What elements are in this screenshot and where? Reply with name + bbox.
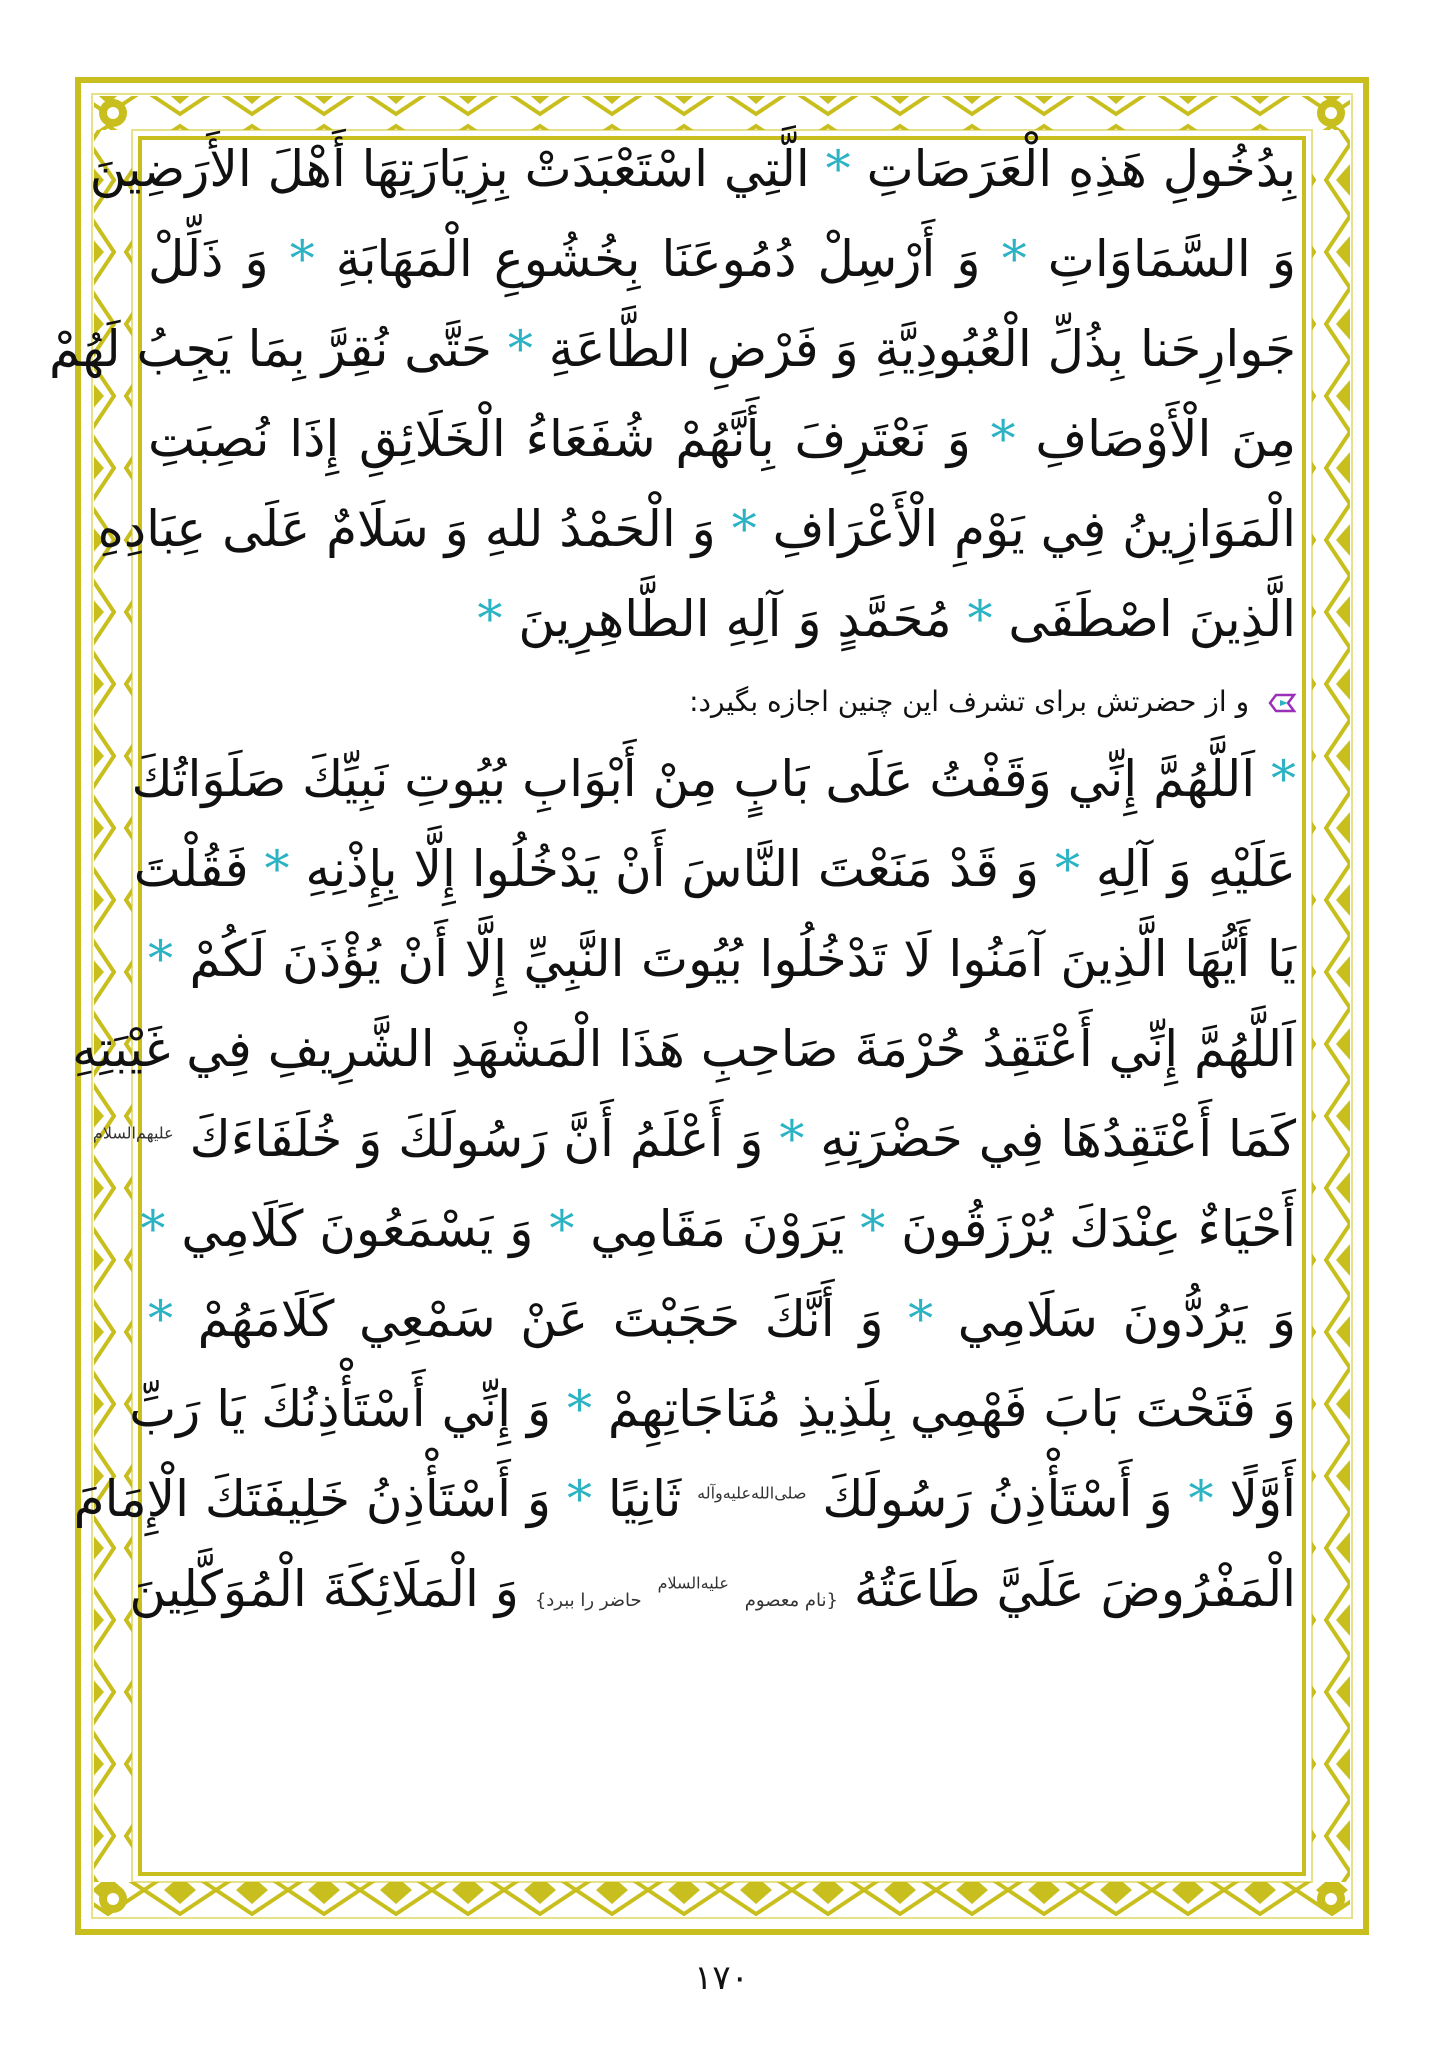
star-separator: * xyxy=(1001,230,1027,288)
star-separator: * xyxy=(549,1200,575,1258)
text-segment: وَ أَعْلَمُ أَنَّ رَسُولَكَ وَ خُلَفَاءَكَ xyxy=(189,1110,764,1168)
text-segment: وَ إِنِّي أَسْتَأْذِنُكَ يَا رَبِّ xyxy=(129,1380,552,1438)
block2-line-8 xyxy=(129,1380,1296,1438)
text-segment: وَ ذَلِّلْ xyxy=(148,230,269,288)
star-separator: * xyxy=(967,590,993,648)
star-separator: * xyxy=(779,1110,805,1168)
star-separator: * xyxy=(860,1200,886,1258)
block2-line-10 xyxy=(129,1560,1296,1618)
text-segment: أَوَّلًا xyxy=(1229,1470,1296,1528)
pen-marker-icon xyxy=(1266,691,1296,715)
text-segment: جَوارِحَنا بِذُلِّ الْعُبُودِيَّةِ وَ فَرْضِ الطَّاعَةِ xyxy=(548,320,1296,378)
star-separator: * xyxy=(148,930,173,988)
block2-line-4 xyxy=(72,1020,1296,1078)
text-segment: بِدُخُولِ هَذِهِ الْعَرَصَاتِ xyxy=(866,140,1296,198)
text-segment: وَ أَسْتَأْذِنُ رَسُولَكَ xyxy=(822,1470,1173,1528)
text-segment: يَرَوْنَ مَقَامِي xyxy=(590,1200,845,1258)
text-area xyxy=(49,140,1296,1930)
block1-line-6 xyxy=(148,590,1296,648)
page-number: ١٧٠ xyxy=(694,1958,749,1998)
block2-line-7 xyxy=(148,1290,1296,1348)
text-segment: وَ أَرْسِلْ دُمُوعَنَا بِخُشُوعِ الْمَهَابَةِ xyxy=(335,230,981,288)
text-segment: وَ يَسْمَعُونَ كَلَامِي xyxy=(181,1200,534,1258)
text-segment: يَا أَيُّهَا الَّذِينَ آمَنُوا لَا تَدْخُلُوا بُيُوتَ النَّبِيِّ إِلَّا أَنْ يُؤْذَنَ لَكُمْ xyxy=(189,930,1296,988)
block1-line-1 xyxy=(89,140,1296,198)
text-segment: الْمَفْرُوضَ عَلَيَّ طَاعَتُهُ xyxy=(853,1560,1296,1618)
star-separator: * xyxy=(825,140,851,198)
text-segment: كَمَا أَعْتَقِدُهَا فِي حَضْرَتِهِ xyxy=(820,1110,1296,1168)
text-segment: فَقُلْتَ xyxy=(133,840,249,898)
star-separator: * xyxy=(289,230,315,288)
editorial-note: حاضر را ببرد} xyxy=(534,1590,642,1611)
star-separator: * xyxy=(507,320,533,378)
star-separator: * xyxy=(477,590,503,648)
text-segment: مُحَمَّدٍ وَ آلِهِ الطَّاهِرِينَ xyxy=(518,590,952,648)
instruction-text: و از حضرتش برای تشرف این چنین اجازه بگیرد: xyxy=(689,685,1250,718)
text-segment: الَّتِي اسْتَعْبَدَتْ بِزِيَارَتِهَا أَهْلَ الأَرَضِينَ xyxy=(89,140,810,198)
instruction-line xyxy=(689,685,1296,718)
star-separator: * xyxy=(731,500,757,558)
star-separator: * xyxy=(567,1380,592,1438)
text-segment: اَللَّهُمَّ إِنِّي أَعْتَقِدُ حُرْمَةَ صَاحِبِ هَذَا الْمَشْهَدِ الشَّرِيفِ فِي غَيْبَتِهِ xyxy=(72,1020,1296,1078)
text-segment: حَتَّى نُقِرَّ بِمَا يَجِبُ لَهُمْ xyxy=(49,320,492,378)
block2-line-6 xyxy=(140,1200,1296,1258)
star-separator: * xyxy=(1271,750,1296,808)
block2-line-2 xyxy=(133,840,1296,898)
block1-line-5 xyxy=(97,500,1296,558)
block1-line-4 xyxy=(148,410,1296,468)
star-separator: * xyxy=(1054,840,1080,898)
text-segment: وَ الْمَلَائِكَةَ الْمُوَكَّلِينَ xyxy=(129,1560,519,1618)
text-segment: اَللَّهُمَّ إِنِّي وَقَفْتُ عَلَى بَابٍ مِنْ أَبْوَابِ بُيُوتِ نَبِيِّكَ صَلَوَاتُكَ xyxy=(131,750,1256,808)
block2-line-1 xyxy=(131,750,1296,808)
honorific-mark: عليه‌السلام xyxy=(657,1573,729,1593)
star-separator: * xyxy=(990,410,1016,468)
star-separator: * xyxy=(140,1200,166,1258)
block1-line-3 xyxy=(49,320,1296,378)
star-separator: * xyxy=(148,1290,173,1348)
honorific-mark: صلی‌الله‌علیه‌وآله xyxy=(697,1483,807,1503)
text-segment: الَّذِينَ اصْطَفَى xyxy=(1008,590,1296,648)
star-separator: * xyxy=(566,1470,592,1528)
text-segment: عَلَيْهِ وَ آلِهِ xyxy=(1095,840,1296,898)
text-segment: ثَانِيًا xyxy=(607,1470,682,1528)
block1-line-2 xyxy=(148,230,1296,288)
text-segment: وَ السَّمَاوَاتِ xyxy=(1047,230,1296,288)
text-segment: الْمَوَازِينُ فِي يَوْمِ الْأَعْرَافِ xyxy=(772,500,1296,558)
text-segment: وَ الْحَمْدُ للهِ وَ سَلَامٌ عَلَى عِبَادِهِ xyxy=(97,500,716,558)
star-separator: * xyxy=(264,840,290,898)
star-separator: * xyxy=(908,1290,934,1348)
text-segment: أَحْيَاءٌ عِنْدَكَ يُرْزَقُونَ xyxy=(901,1200,1296,1258)
editorial-note: {نام معصوم xyxy=(744,1590,838,1611)
block2-line-5 xyxy=(92,1110,1296,1168)
text-segment: وَ فَتَحْتَ بَابَ فَهْمِي بِلَذِيذِ مُنَاجَاتِهِمْ xyxy=(607,1380,1296,1438)
text-segment: وَ أَنَّكَ حَجَبْتَ عَنْ سَمْعِي كَلَامَهُمْ xyxy=(197,1290,884,1348)
block2-line-9 xyxy=(73,1470,1296,1528)
star-separator: * xyxy=(1188,1470,1214,1528)
text-segment: وَ نَعْتَرِفَ بِأَنَّهُمْ شُفَعَاءُ الْخَلَائِقِ إِذَا نُصِبَتِ xyxy=(148,410,971,468)
block2-line-3 xyxy=(148,930,1296,988)
text-segment: وَ أَسْتَأْذِنُ خَلِيفَتَكَ الْإِمَامَ xyxy=(73,1470,552,1528)
text-segment: وَ قَدْ مَنَعْتَ النَّاسَ أَنْ يَدْخُلُوا إِلَّا بِإِذْنِهِ xyxy=(305,840,1040,898)
honorific-mark: عليهم‌السلام xyxy=(92,1123,174,1143)
text-segment: وَ يَرُدُّونَ سَلَامِي xyxy=(957,1290,1296,1348)
text-segment: مِنَ الْأَوْصَافِ xyxy=(1035,410,1296,468)
